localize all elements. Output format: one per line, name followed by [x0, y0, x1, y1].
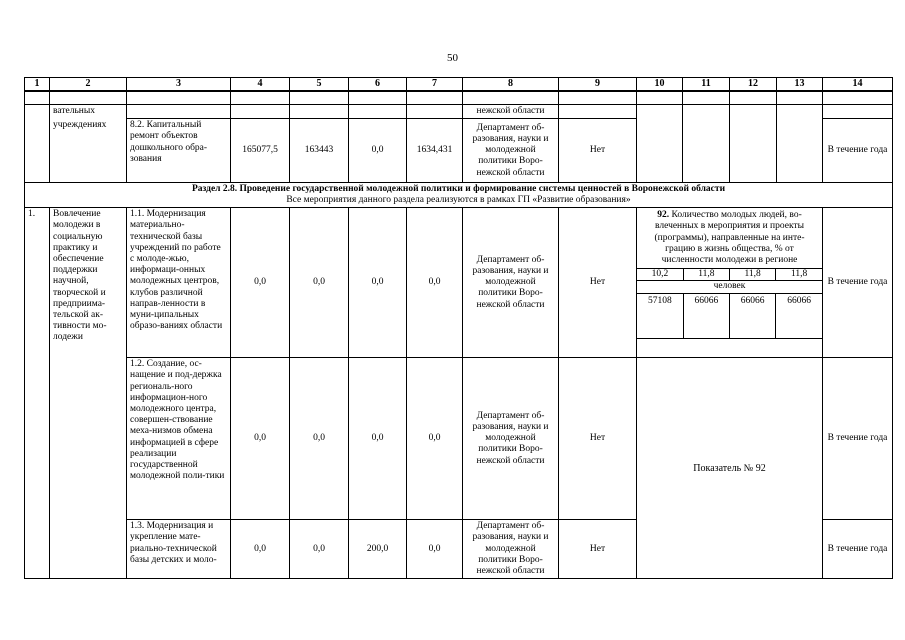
indicator-value: 11,8	[776, 269, 822, 281]
indicator-text: Количество молодых людей, во-влеченных в мероприятия и проекты (программы), направленные на инте-грацию в жизнь общества, % от численности молодежи в регионе	[654, 210, 805, 266]
cell-value: 0,0	[407, 520, 463, 579]
col-header: 6	[349, 78, 407, 92]
continuation-row	[25, 105, 893, 119]
col-header: 3	[127, 78, 231, 92]
executor: Департамент об-разования, науки и молодежной политики Воро-нежской области	[463, 358, 559, 520]
cell-value: 0,0	[290, 520, 349, 579]
term: В течение года	[823, 358, 893, 520]
indicator-value: 11,8	[730, 269, 776, 281]
executor: Департамент об-разования, науки и молодежной политики Воро-нежской области	[463, 119, 559, 183]
indicator-cell	[637, 208, 823, 358]
cell-value: 165077,5	[231, 119, 290, 183]
indicator-values	[637, 268, 822, 338]
indicator-value: 66066	[776, 293, 822, 338]
col-header: 7	[407, 78, 463, 92]
table-row	[25, 358, 893, 520]
cell-value: 0,0	[290, 208, 349, 358]
col-header: 10	[637, 78, 683, 92]
term: В течение года	[823, 119, 893, 183]
indicator-value: 66066	[683, 293, 729, 338]
cell-value: 163443	[290, 119, 349, 183]
col-header: 11	[683, 78, 730, 92]
indicator-description	[637, 208, 822, 268]
cell-value: Нет	[559, 358, 637, 520]
indicator-value: 10,2	[637, 269, 683, 281]
cell-value: 200,0	[349, 520, 407, 579]
measure-name: 1.1. Модернизация материально-технической базы учреждений по работе с молоде-жью, информаци-онных молодежных центров, клубов различной направ-ленности в муни-ципальных образо-ваниях области	[127, 208, 231, 358]
indicator-value: 11,8	[683, 269, 729, 281]
goal-text: Вовлечение молодежи в социальную практику и обеспечение поддержки научной, творческой и предприима-тельской ак-тивности мо-лодежи	[50, 208, 127, 579]
indicator-unit-row	[637, 281, 822, 293]
measure-name: 1.3. Модернизация и укрепление мате-риально-технической базы детских и моло-	[127, 520, 231, 579]
cell-value: 0,0	[349, 119, 407, 183]
continued-goal-text: вательных	[50, 105, 127, 119]
indicator-unit: человек	[637, 281, 822, 293]
table-row	[25, 208, 893, 358]
indicator-number: 92.	[657, 210, 670, 221]
col-header: 14	[823, 78, 893, 92]
cell-value: 0,0	[349, 208, 407, 358]
executor: Департамент об-разования, науки и молодежной политики Воро-нежской области	[463, 208, 559, 358]
col-header: 13	[777, 78, 823, 92]
col-header: 1	[25, 78, 50, 92]
col-header: 8	[463, 78, 559, 92]
continued-executor: нежской области	[463, 105, 559, 119]
cell-value: 0,0	[349, 358, 407, 520]
term: В течение года	[823, 520, 893, 579]
executor: Департамент об-разования, науки и молодежной политики Воро-нежской области	[463, 520, 559, 579]
cell-value: Нет	[559, 208, 637, 358]
column-number-row	[25, 78, 893, 92]
col-header: 12	[730, 78, 777, 92]
cell-value: Нет	[559, 119, 637, 183]
cell-value: 0,0	[231, 358, 290, 520]
cell-value: Нет	[559, 520, 637, 579]
measure-name: 8.2. Капитальный ремонт объектов дошкольного обра-зования	[127, 119, 231, 183]
cell-value: 0,0	[290, 358, 349, 520]
indicator-percent-row	[637, 269, 822, 281]
cell-value: 1634,431	[407, 119, 463, 183]
section-header-row	[25, 183, 893, 208]
block-number: 1.	[25, 208, 50, 579]
col-header: 9	[559, 78, 637, 92]
col-header: 4	[231, 78, 290, 92]
measure-name: 1.2. Создание, ос-нащение и под-держка региональ-ного информацион-ного молодежного центра, совершен-ствование меха-низмов обмена информацией в сфере реализации государственной молодежной поли-тики	[127, 358, 231, 520]
goal-text: учреждениях	[50, 119, 127, 183]
page-number: 50	[447, 52, 458, 64]
indicator-people-row	[637, 293, 822, 338]
col-header: 5	[290, 78, 349, 92]
indicator-value: 57108	[637, 293, 683, 338]
cell-value: 0,0	[231, 208, 290, 358]
term: В течение года	[823, 208, 893, 358]
measures-table	[24, 77, 893, 579]
indicator-reference: Показатель № 92	[637, 358, 823, 579]
indicator-value: 66066	[730, 293, 776, 338]
cell-value: 0,0	[407, 358, 463, 520]
section-subtitle: Все мероприятия данного раздела реализуются в рамках ГП «Развитие образования»	[286, 195, 631, 206]
cell-value: 0,0	[231, 520, 290, 579]
section-title: Раздел 2.8. Проведение государственной молодежной политики и формирование системы ценностей в Воронежской области	[191, 184, 726, 195]
col-header: 2	[50, 78, 127, 92]
spacer-row	[25, 91, 893, 105]
cell-value: 0,0	[407, 208, 463, 358]
